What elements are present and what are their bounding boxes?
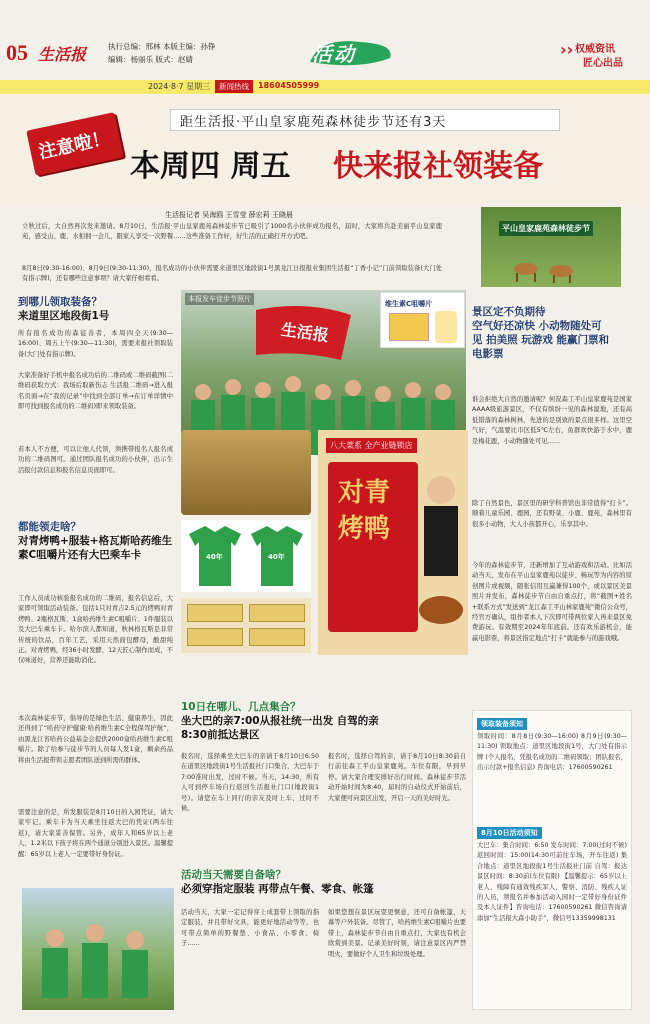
flag-text: 生活报 [279,319,330,346]
who-subtitle: 对青烤鸭+服装+格瓦斯哈药维生素C咀嚼片还有大巴乘车卡 [18,535,173,561]
who-body-3: 需要注意的是，所发服装是8月10日的入园凭证，请大家牢记。乘车卡为当天乘坐往返大巴的凭证(两车往返)，请大家妥善保管。另外，成年人和65岁以上老人、1.2米以下孩子将在两个通道分别进入景区。温馨提醒：65岁以上老人一定要带好身份证。 [18,809,173,858]
main-headline-red: 快来报社领装备 [333,149,543,184]
prepare-section [181,868,466,958]
vitc-label: 维生素C咀嚼片 [385,300,433,308]
headline-block [0,95,650,205]
deer-park-poster [481,207,621,287]
walkers-photo [22,888,174,1010]
vitc-bottle-graphic [435,311,457,343]
day10-text: 大巴车：集合时间：6:50 发车时间：7:00(过时不候) 返回时间：15:00(14:30可前往车场，开车往返) 集合地点：道里区地段街1号生活报社门前 自驾：报达景区时间：8:30前(车位有限) 【温馨提示：65岁以上老人、残障有通效残疾军人、警察、消防、残疾人证的人员，须报名并参加活动入园时一定带好身份证件及本人证件】咨询电话：17600590261 微信咨询请添加“生活报大森小助手”，微信号13359998131 [477,842,627,922]
masthead [0,0,650,95]
bus-cards-photo [181,598,311,653]
card-graphic-2 [249,604,305,622]
pickup-title: 领取装备须知 [477,718,527,730]
card-graphic-3 [187,628,243,646]
tshirt-icon [181,520,311,592]
vitamin-box [380,292,465,348]
date-bar [0,80,650,94]
intro-paragraph-1: 立秋过后，大自然再次发来邀请。8月10日，生活报·平山皇家鹿苑森林徒步节已吸引了1000名小伙伴成功报名，届时，大家将共赴美丽平山皇家鹿苑，感受山、鹿、水相拥一会儿，跟家人享受一次野餐……这些准备工作好，好生活的正确打开方式吧。 [22,223,442,241]
where-title: 到哪儿领取装备？ [18,296,102,308]
poster-title: 平山皇家鹿苑森林徒步节 [499,221,593,236]
hotline-number: 18604505999 [258,81,320,90]
pickup-text: 领取时间：8月8日(9:30—16:00) 8月9日(9:30—11:30) 领取地点：道里区地段街1号，大门处有指示牌 (个人报名，凭报名成功的二维码领取；团队报名，出示付款+报名信息) 咨询电话：17600590261 [477,733,627,772]
card-graphic-4 [249,628,305,646]
section-banner [300,32,400,74]
prepare-body-2: 如果您想在景区玩耍更惬意，还可自备帐篷、天幕等户外装备。尽管了，哈药维生素C咀嚼片也要带上，森林徒步节自由自重点打，大家也有机会欣赏到美景。记录美好时刻，请注意景区内严禁明火，要做好个人卫生和垃圾处理。 [328,909,466,958]
scenic-body-3: 今年的森林徒步节，还新增加了互动游戏和活动。比如活动当天，发布在平山皇家鹿苑以徒步、畅玩等为内容的原创图片或视频，随张信用互赢兼得100个，或以景区美景照片并发布，森林徒步节自由自重点打，将“截图+姓名+联系方式”发送到“龙江森工平山林家鹿苑”微信公众号，经官方确认，组作者本人下次即可带两位家人再来景区免费游玩。有效期至2024年年底前。还有欢乐游机会，能赢电影票，将景区指定地点“打卡”就能参与的游戏哦。 [472,562,632,642]
editors-line1: 执行总编：邢林 本版主编：孙铮 [108,42,216,51]
where-body-2: 大家准备好手机中报名成功后的二维码或二维码截图(二维码获取方式：我场后取新伤志 生活报二维码→进入报名页面→在“我的记录”中找到全部订单→在订单详情中即可找到报名成功的二维码)即来领取装备。 [18,372,173,411]
photo-caption: 本报发车徒步节照片 [185,293,254,305]
tshirts-photo [181,520,311,592]
prepare-title: 活动当天需要自备啥？ [181,869,286,881]
schedule-subtitle: 坐大巴的亲7:00从报社统一出发 自驾的亲8:30前抵达景区 [181,715,379,741]
who-title: 都能领走啥？ [18,521,81,533]
tshirt-text-2: 40年 [268,553,285,561]
stamp-text: 注意啦！ [36,127,112,164]
duck-brand: 对青烤鸭 [338,478,391,544]
slogan-1: 权威资讯 [575,44,615,55]
info-box [472,710,632,1010]
scenic-title: 景区定不负期待 [472,306,546,318]
schedule-body-1: 报名时，选择乘坐大巴车的亲请于8月10日6:50在道里区地段街1号生活报社门口集合，大巴车于7:00准时出发，过时不候。当天，14:30，所有人可到停车场自行返回生活报社门口(地段街1号)。请您在车上同行的亲友及时上车，过时不候。 [181,753,319,813]
date-text: 2024·8·7 星期三 [148,82,211,91]
section-label: 活动 [312,42,356,66]
who-section [18,520,173,908]
editors-line2: 编辑：杨丽乐 版式：赵婧 [108,55,193,64]
main-headline-black: 本周四 周五 [130,149,291,184]
scenic-body-1: 谁会拒绝大自然的邀请呢？何况森工平山皇家鹿苑是国家AAAA级旅游景区，不仅有缤纷一见的森林湿地，还有高低错落的森林树林，先进的是别致的景点很多样。这里空气好，气温要比市区低5℃左右，鱼群欢快游于水中，鹿是梅花鹿，小动物随处可见…… [472,396,632,445]
where-section [18,295,173,497]
family-icon [22,888,174,1010]
scenic-body-2: 除了自然景色，景区里的研学科普馆也非常值得“打卡”。顺着儿童乐园、鹿园，还有野菜、小鹿、鹿苑，森林里有很多小动物，大人小孩都开心，乐享其中。 [472,500,632,528]
vitc-box-graphic [389,313,429,341]
where-body-3: 若本人不方便，可以让他人代领，须携带报名人报名成功的二维码图可。通过团队报名成功的小伙伴，出示生活报付款信息和报名信息页面即可。 [18,446,173,474]
tshirt-text-1: 40年 [206,553,223,561]
schedule-title: 10日在哪儿、几点集合？ [181,701,301,713]
scenic-subtitle: 空气好还凉快 小动物随处可见 拍美照 玩游戏 能赢门票和电影票 [472,320,609,360]
card-graphic-1 [187,604,243,622]
chevron-icon: ›› [560,40,574,59]
drink-photo [181,430,311,515]
byline: 生活报记者 吴海鸥 王雪莹 薛宏莉 王晓晨 [165,211,293,219]
slogan-2: 匠心出品 [583,58,623,69]
paper-logo: 生活报 [38,45,87,64]
where-body-1: 所有报名成功的森徒善者，本周四全天(9:30—16:00)、周五上午(9:30—11:30)，需要来报社领取装备(大门处有指示牌)。 [18,330,173,358]
chef-icon [416,460,466,640]
kicker: 距生活报·平山皇家鹿苑森林徒步节还有3天 [180,115,447,130]
deer-icon [501,247,601,283]
prepare-body-1: 活动当天，大家一定记得穿上成套带上领取的指定服装，并且带好文具，能更好地活动等等，也可带点简单的野餐垫、小食品、小零食、椅子…… [181,909,319,948]
day10-title: 8月10日活动须知 [477,827,542,839]
who-body-2: 本次森林徒步节，倡导的是绿色生活、健康养生，因此还得到了“哈药守护健康·哈药维生素C全程保驾护航”，由黑龙江省哈药公益基金会提供2000盒哈药维生素C咀嚼片。除了给参与徒步节的人员每人发1盒，剩余药品将由生活报带领志愿者团队送到所需的群体。 [18,715,173,764]
schedule-section [181,700,466,813]
where-subtitle: 来道里区地段街1号 [18,310,110,322]
prepare-subtitle: 必须穿指定服装 再带点午餐、零食、帐篷 [181,883,374,895]
scenic-section [472,305,632,723]
duck-tag: 八大菜系 全产业链锁店 [326,438,417,453]
duck-advert [318,430,468,655]
schedule-body-2: 报名时，选择自驾的亲，请于8月10日8:30前自行前往森工平山皇家鹿苑。车位有限，早到早停。请大家合理安排好出行时间。森林徒步节活动开始时间为8:40，届时的自动仪式开始前后，大家便可向景区出发，开启一天的美好时光。 [328,753,466,802]
page-number: 05 [6,40,28,65]
hotline-label: 新闻热线 [215,80,253,93]
intro-paragraph-2: 8月8日(9:30-16:00)、8月9日(9:30-11:30)，报名成功的小伙伴需要来道里区地段街1号黑龙江日报报业集团生活报“丁香小记”门前领取装备(大门处有指示牌)，还有哪些注意事项？请大家仔细看看。 [22,265,442,283]
who-body-1: 工作人员成功核验报名成功的二维码，报名信息后，大家即可领取活动装备。包括1只对青吉2.5元的烤鸭对青烤鸭、2瓶格瓦斯、1盒哈药维生素C咀嚼片、1件服装以及大巴车乘车卡。哈尔滨人都知道，秋林格瓦斯是非常传统的饮品，百年工艺，采用天然面包酵母，酸甜纯正。对青烤鸭，经36小时发酵，12天匠心制作而成，不仅味道好，营养还能助消化。 [18,595,173,665]
